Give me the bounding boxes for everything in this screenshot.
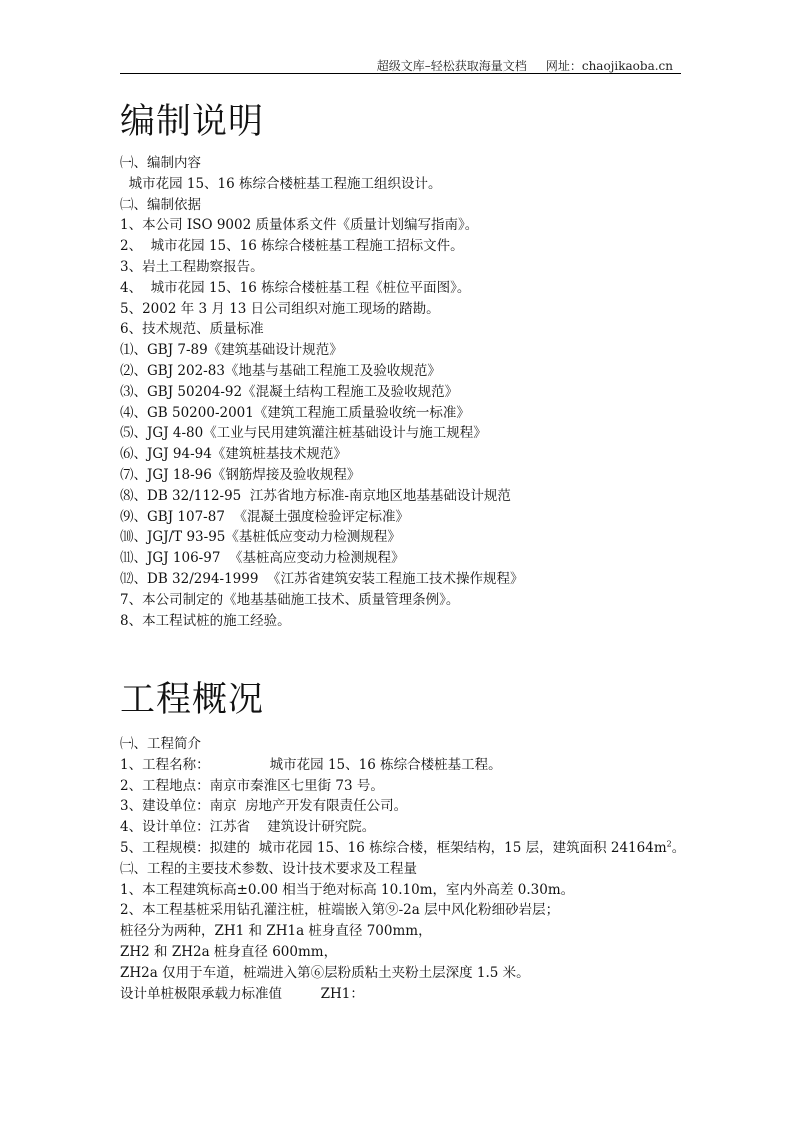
line-text: 设计单桩极限承载力标准值 ZH1： [120, 985, 364, 1002]
line-text: 7、本公司制定的《地基基础施工技术、质量管理条例》。 [120, 591, 460, 608]
line-text: ⑴、GBJ 7-89《建筑基础设计规范》 [120, 342, 343, 359]
paragraph-line [120, 838, 700, 859]
line-text: ㈠、工程简介 [120, 736, 201, 752]
paragraph-line [120, 486, 700, 507]
line-text: ⑿、DB 32/294-1999 《江苏省建筑安装工程施工技术操作规程》 [120, 570, 524, 587]
line-text: ㈡、编制依据 [120, 196, 201, 213]
paragraph-line [120, 755, 700, 776]
paragraph-line [120, 423, 700, 444]
line-text: ⑽、JGJ/T 93-95《基桩低应变动力检测规程》 [120, 529, 401, 546]
line-text: ⑻、DB 32/112-95 江苏省地方标准-南京地区地基基础设计规范 [120, 487, 511, 504]
line-text: ㈡、工程的主要技术参数、设计技术要求及工程量 [120, 860, 417, 877]
section-title-compilation-notes: 编制说明 [120, 102, 265, 142]
paragraph-line [120, 859, 700, 880]
paragraph-line [120, 611, 700, 632]
line-text: ㈠、编制内容 [120, 155, 201, 171]
superscript: 2 [666, 839, 672, 849]
paragraph-line [120, 900, 700, 921]
line-text: ⑼、GBJ 107-87 《混凝土强度检验评定标准》 [120, 508, 409, 525]
line-text: ⑺、JGJ 18-96《钢筋焊接及验收规程》 [120, 466, 361, 483]
line-text: ZH2a 仅用于车道，桩端进入第⑥层粉质粘土夹粉土层深度 1.5 米。 [120, 964, 530, 981]
paragraph-line [120, 590, 700, 611]
paragraph-line [120, 278, 700, 299]
line-text: 4、设计单位：江苏省 建筑设计研究院。 [120, 819, 376, 836]
line-text: ⑹、JGJ 94-94《建筑桩基技术规范》 [120, 446, 347, 463]
line-text: 2、工程地点：南京市秦淮区七里街 73 号。 [120, 777, 384, 794]
page-header: 超级文库–轻松获取海量文档 网址：chaojikaoba.cn [376, 59, 673, 73]
line-text: 6、技术规范、质量标准 [120, 321, 264, 338]
paragraph-line [120, 361, 700, 382]
paragraph-line [120, 548, 700, 569]
line-text: ZH2 和 ZH2a 桩身直径 600mm， [120, 943, 338, 960]
paragraph-line [120, 942, 700, 963]
paragraph-line [120, 963, 700, 984]
paragraph-line [120, 817, 700, 838]
compilation-notes-body [120, 153, 700, 631]
paragraph-line [120, 796, 700, 817]
line-text: 1、工程名称： 城市花园 15、16 栋综合楼桩基工程。 [120, 756, 502, 773]
line-text: 城市花园 15、16 栋综合楼桩基工程施工组织设计。 [120, 175, 442, 192]
paragraph-line [120, 569, 700, 590]
line-text: ⑵、GBJ 202-83《地基与基础工程施工及验收规范》 [120, 362, 441, 379]
line-text: ⑷、GB 50200-2001《建筑工程施工质量验收统一标准》 [120, 404, 470, 421]
line-text: 5、2002 年 3 月 13 日公司组织对施工现场的踏勘。 [120, 300, 440, 317]
line-text: 3、岩土工程勘察报告。 [120, 258, 264, 275]
paragraph-line [120, 195, 700, 216]
line-text: 2、 城市花园 15、16 栋综合楼桩基工程施工招标文件。 [120, 238, 464, 255]
paragraph-line [120, 507, 700, 528]
line-text: ⑸、JGJ 4-80《工业与民用建筑灌注桩基础设计与施工规程》 [120, 425, 487, 442]
paragraph-line [120, 776, 700, 797]
paragraph-line [120, 921, 700, 942]
paragraph-line [120, 153, 700, 174]
paragraph-line [120, 527, 700, 548]
line-text: 4、 城市花园 15、16 栋综合楼桩基工程《桩位平面图》。 [120, 279, 471, 296]
paragraph-line [120, 236, 700, 257]
line-text: 2、本工程基桩采用钻孔灌注桩，桩端嵌入第⑨-2a 层中风化粉细砂岩层； [120, 902, 560, 919]
paragraph-line [120, 465, 700, 486]
paragraph-line [120, 734, 700, 755]
line-text: 5、工程规模：拟建的 城市花园 15、16 栋综合楼，框架结构，15 层，建筑面积 24164m [120, 839, 667, 856]
project-overview-body [120, 734, 700, 1004]
line-text: 桩径分为两种，ZH1 和 ZH1a 桩身直径 700mm， [120, 923, 432, 940]
header-divider [120, 73, 681, 74]
paragraph-line [120, 340, 700, 361]
line-text: ⑾、JGJ 106-97 《基桩高应变动力检测规程》 [120, 550, 405, 567]
paragraph-line [120, 257, 700, 278]
line-text: ⑶、GBJ 50204-92《混凝土结构工程施工及验收规范》 [120, 383, 459, 400]
paragraph-line [120, 319, 700, 340]
section-title-project-overview: 工程概况 [120, 680, 265, 720]
line-text: 1、本公司 ISO 9002 质量体系文件《质量计划编写指南》。 [120, 217, 479, 234]
paragraph-line [120, 403, 700, 424]
paragraph-line [120, 215, 700, 236]
line-text: 1、本工程建筑标高±0.00 相当于绝对标高 10.10m，室内外高差 0.30m。 [120, 881, 575, 898]
paragraph-line [120, 174, 700, 195]
line-text: 8、本工程试桩的施工经验。 [120, 612, 291, 629]
paragraph-line [120, 299, 700, 320]
paragraph-line [120, 984, 700, 1005]
paragraph-line [120, 880, 700, 901]
paragraph-line [120, 444, 700, 465]
line-text: 3、建设单位：南京 房地产开发有限责任公司。 [120, 798, 408, 815]
paragraph-line [120, 382, 700, 403]
line-end: 。 [671, 839, 686, 856]
